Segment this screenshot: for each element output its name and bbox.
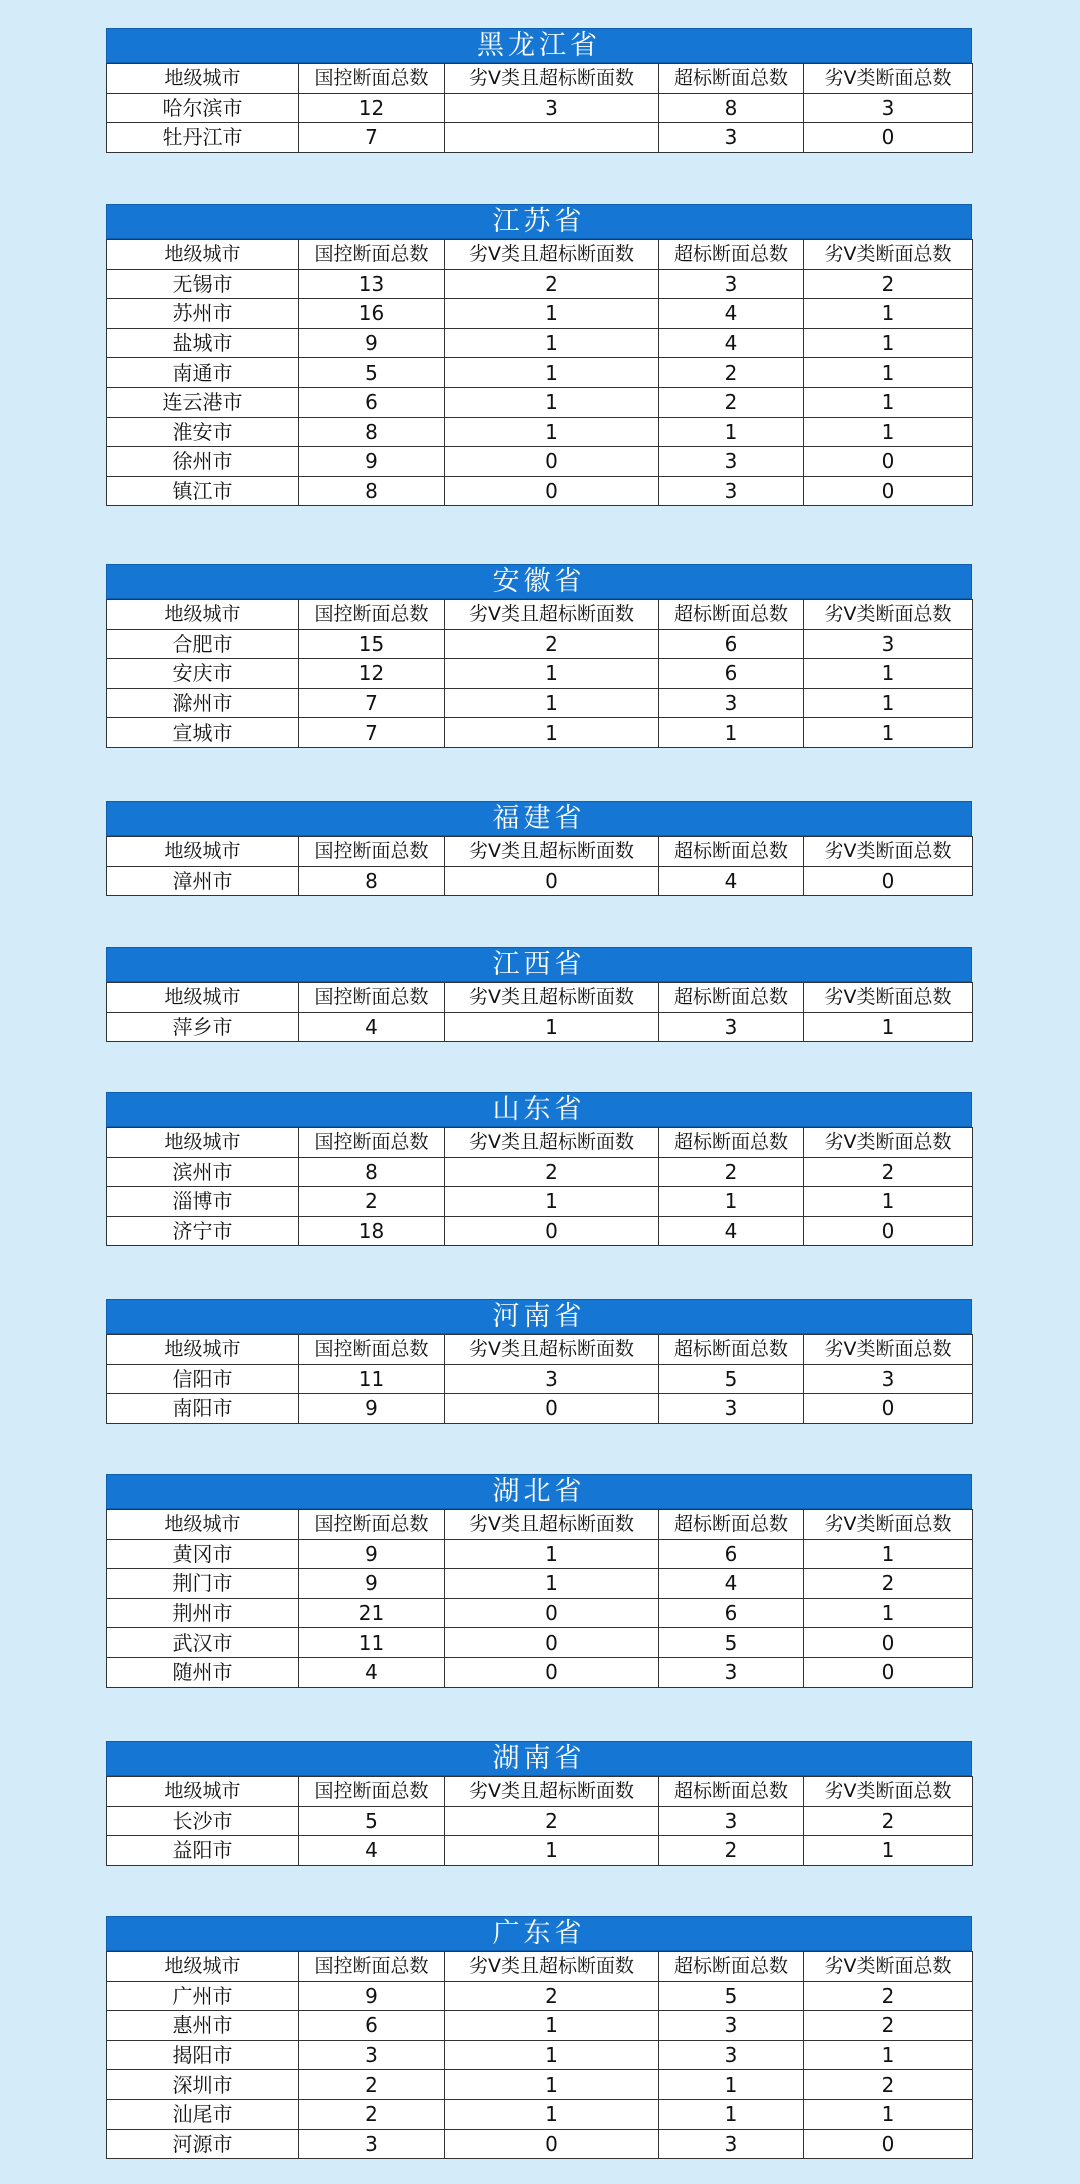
- column-header: 劣Ⅴ类且超标断面数: [445, 600, 659, 630]
- value-cell: 5: [299, 358, 445, 388]
- city-cell: 苏州市: [107, 299, 299, 329]
- value-cell: 4: [299, 1012, 445, 1042]
- value-cell: 3: [804, 93, 973, 123]
- province-table: [106, 1509, 973, 1688]
- city-cell: 武汉市: [107, 1628, 299, 1658]
- value-cell: 1: [804, 299, 973, 329]
- table-row: [107, 1012, 973, 1042]
- column-header: 劣Ⅴ类且超标断面数: [445, 1952, 659, 1982]
- value-cell: 3: [659, 2011, 804, 2041]
- value-cell: 1: [804, 1012, 973, 1042]
- table-row: [107, 1157, 973, 1187]
- value-cell: 4: [299, 1657, 445, 1687]
- value-cell: 1: [445, 417, 659, 447]
- value-cell: 5: [659, 1364, 804, 1394]
- value-cell: 9: [299, 1539, 445, 1569]
- value-cell: 8: [299, 476, 445, 506]
- city-cell: 盐城市: [107, 328, 299, 358]
- value-cell: 3: [659, 1657, 804, 1687]
- city-cell: 惠州市: [107, 2011, 299, 2041]
- city-cell: 徐州市: [107, 447, 299, 477]
- column-header: 地级城市: [107, 983, 299, 1013]
- value-cell: 8: [299, 866, 445, 896]
- table-row: [107, 718, 973, 748]
- province-table: [106, 1951, 973, 2159]
- column-header: 超标断面总数: [659, 64, 804, 94]
- value-cell: 4: [659, 328, 804, 358]
- city-cell: 信阳市: [107, 1364, 299, 1394]
- column-header: 劣Ⅴ类断面总数: [804, 983, 973, 1013]
- province-table-block: [106, 1741, 972, 1866]
- table-row: [107, 629, 973, 659]
- province-table: [106, 982, 973, 1042]
- value-cell: 1: [659, 2070, 804, 2100]
- column-header: 超标断面总数: [659, 1128, 804, 1158]
- city-cell: 宣城市: [107, 718, 299, 748]
- column-header: 国控断面总数: [299, 1128, 445, 1158]
- value-cell: 3: [659, 2129, 804, 2159]
- value-cell: 0: [804, 1657, 973, 1687]
- value-cell: 3: [299, 2129, 445, 2159]
- province-title: 湖南省: [106, 1741, 972, 1776]
- table-row: [107, 2129, 973, 2159]
- city-cell: 济宁市: [107, 1216, 299, 1246]
- table-row: [107, 1598, 973, 1628]
- value-cell: 1: [804, 718, 973, 748]
- value-cell: 8: [659, 93, 804, 123]
- province-table-block: [106, 1299, 972, 1424]
- table-row: [107, 2070, 973, 2100]
- value-cell: 0: [445, 2129, 659, 2159]
- header-row: [107, 600, 973, 630]
- table-row: [107, 358, 973, 388]
- column-header: 国控断面总数: [299, 1335, 445, 1365]
- column-header: 国控断面总数: [299, 600, 445, 630]
- city-cell: 连云港市: [107, 387, 299, 417]
- value-cell: 1: [804, 2099, 973, 2129]
- column-header: 国控断面总数: [299, 240, 445, 270]
- city-cell: 无锡市: [107, 269, 299, 299]
- table-row: [107, 688, 973, 718]
- value-cell: 5: [659, 1981, 804, 2011]
- province-table: [106, 239, 973, 506]
- column-header: 劣Ⅴ类且超标断面数: [445, 1777, 659, 1807]
- value-cell: 1: [804, 1187, 973, 1217]
- value-cell: 9: [299, 1981, 445, 2011]
- value-cell: 4: [299, 1836, 445, 1866]
- value-cell: 5: [299, 1806, 445, 1836]
- value-cell: 3: [659, 269, 804, 299]
- value-cell: 1: [804, 328, 973, 358]
- value-cell: 0: [445, 1657, 659, 1687]
- value-cell: 0: [804, 123, 973, 153]
- table-row: [107, 93, 973, 123]
- value-cell: 16: [299, 299, 445, 329]
- value-cell: 12: [299, 93, 445, 123]
- value-cell: 1: [445, 1569, 659, 1599]
- value-cell: 1: [445, 358, 659, 388]
- value-cell: 9: [299, 447, 445, 477]
- header-row: [107, 1335, 973, 1365]
- value-cell: 0: [804, 1394, 973, 1424]
- value-cell: 2: [804, 2011, 973, 2041]
- value-cell: 1: [445, 1012, 659, 1042]
- value-cell: 0: [445, 1394, 659, 1424]
- table-row: [107, 417, 973, 447]
- column-header: 地级城市: [107, 240, 299, 270]
- province-table: [106, 1776, 973, 1866]
- header-row: [107, 837, 973, 867]
- value-cell: 0: [804, 866, 973, 896]
- value-cell: 0: [445, 476, 659, 506]
- value-cell: 1: [445, 688, 659, 718]
- column-header: 劣Ⅴ类且超标断面数: [445, 240, 659, 270]
- city-cell: 漳州市: [107, 866, 299, 896]
- table-row: [107, 2099, 973, 2129]
- value-cell: 2: [659, 1157, 804, 1187]
- value-cell: 11: [299, 1628, 445, 1658]
- value-cell: 1: [659, 1187, 804, 1217]
- column-header: 劣Ⅴ类断面总数: [804, 1335, 973, 1365]
- province-table-block: [106, 1092, 972, 1246]
- value-cell: 3: [659, 1394, 804, 1424]
- column-header: 劣Ⅴ类断面总数: [804, 1128, 973, 1158]
- column-header: 地级城市: [107, 1128, 299, 1158]
- column-header: 国控断面总数: [299, 64, 445, 94]
- value-cell: 6: [659, 1598, 804, 1628]
- value-cell: 6: [299, 2011, 445, 2041]
- city-cell: 南阳市: [107, 1394, 299, 1424]
- city-cell: 淄博市: [107, 1187, 299, 1217]
- value-cell: 2: [804, 269, 973, 299]
- value-cell: 2: [299, 1187, 445, 1217]
- value-cell: 4: [659, 299, 804, 329]
- header-row: [107, 983, 973, 1013]
- value-cell: 3: [659, 688, 804, 718]
- city-cell: 南通市: [107, 358, 299, 388]
- column-header: 超标断面总数: [659, 1510, 804, 1540]
- value-cell: 2: [299, 2099, 445, 2129]
- value-cell: 1: [445, 2011, 659, 2041]
- value-cell: 3: [804, 629, 973, 659]
- value-cell: 1: [804, 1539, 973, 1569]
- table-row: [107, 1394, 973, 1424]
- province-table-block: [106, 28, 972, 153]
- value-cell: 0: [804, 2129, 973, 2159]
- city-cell: 汕尾市: [107, 2099, 299, 2129]
- column-header: 劣Ⅴ类且超标断面数: [445, 837, 659, 867]
- province-table: [106, 836, 973, 896]
- column-header: 劣Ⅴ类断面总数: [804, 1777, 973, 1807]
- city-cell: 镇江市: [107, 476, 299, 506]
- province-table: [106, 1127, 973, 1246]
- value-cell: 7: [299, 718, 445, 748]
- column-header: 劣Ⅴ类断面总数: [804, 64, 973, 94]
- city-cell: 合肥市: [107, 629, 299, 659]
- table-row: [107, 1364, 973, 1394]
- value-cell: 6: [659, 1539, 804, 1569]
- column-header: 劣Ⅴ类且超标断面数: [445, 1510, 659, 1540]
- column-header: 地级城市: [107, 64, 299, 94]
- table-row: [107, 447, 973, 477]
- value-cell: 11: [299, 1364, 445, 1394]
- value-cell: 1: [445, 387, 659, 417]
- city-cell: 安庆市: [107, 659, 299, 689]
- province-table-block: [106, 564, 972, 748]
- city-cell: 荆门市: [107, 1569, 299, 1599]
- value-cell: 6: [299, 387, 445, 417]
- city-cell: 随州市: [107, 1657, 299, 1687]
- value-cell: 15: [299, 629, 445, 659]
- value-cell: 1: [445, 2099, 659, 2129]
- header-row: [107, 1777, 973, 1807]
- province-title: 湖北省: [106, 1474, 972, 1509]
- province-table-block: [106, 1474, 972, 1688]
- value-cell: 2: [445, 1981, 659, 2011]
- value-cell: 2: [299, 2070, 445, 2100]
- value-cell: 3: [659, 2040, 804, 2070]
- column-header: 超标断面总数: [659, 983, 804, 1013]
- province-table-block: [106, 1916, 972, 2159]
- province-table: [106, 1334, 973, 1424]
- city-cell: 淮安市: [107, 417, 299, 447]
- column-header: 地级城市: [107, 1777, 299, 1807]
- value-cell: 1: [659, 2099, 804, 2129]
- value-cell: 2: [804, 2070, 973, 2100]
- column-header: 国控断面总数: [299, 1510, 445, 1540]
- column-header: 劣Ⅴ类断面总数: [804, 1952, 973, 1982]
- province-title: 江西省: [106, 947, 972, 982]
- header-row: [107, 1128, 973, 1158]
- city-cell: 滁州市: [107, 688, 299, 718]
- column-header: 地级城市: [107, 1952, 299, 1982]
- value-cell: 3: [659, 1806, 804, 1836]
- province-title: 安徽省: [106, 564, 972, 599]
- column-header: 国控断面总数: [299, 1952, 445, 1982]
- value-cell: 0: [804, 447, 973, 477]
- value-cell: 2: [659, 358, 804, 388]
- column-header: 超标断面总数: [659, 837, 804, 867]
- city-cell: 广州市: [107, 1981, 299, 2011]
- table-row: [107, 269, 973, 299]
- table-row: [107, 1981, 973, 2011]
- value-cell: 4: [659, 866, 804, 896]
- value-cell: 1: [804, 417, 973, 447]
- value-cell: 1: [659, 417, 804, 447]
- value-cell: [445, 123, 659, 153]
- table-row: [107, 1187, 973, 1217]
- value-cell: 1: [804, 688, 973, 718]
- value-cell: 9: [299, 328, 445, 358]
- value-cell: 1: [804, 2040, 973, 2070]
- province-title: 黑龙江省: [106, 28, 972, 63]
- value-cell: 2: [659, 1836, 804, 1866]
- column-header: 地级城市: [107, 837, 299, 867]
- value-cell: 1: [804, 659, 973, 689]
- value-cell: 3: [659, 447, 804, 477]
- column-header: 超标断面总数: [659, 1777, 804, 1807]
- value-cell: 1: [445, 718, 659, 748]
- province-title: 广东省: [106, 1916, 972, 1951]
- value-cell: 2: [804, 1569, 973, 1599]
- value-cell: 0: [445, 1598, 659, 1628]
- city-cell: 滨州市: [107, 1157, 299, 1187]
- province-table: [106, 63, 973, 153]
- table-row: [107, 476, 973, 506]
- column-header: 劣Ⅴ类断面总数: [804, 600, 973, 630]
- city-cell: 揭阳市: [107, 2040, 299, 2070]
- column-header: 超标断面总数: [659, 1952, 804, 1982]
- value-cell: 2: [804, 1981, 973, 2011]
- value-cell: 3: [445, 1364, 659, 1394]
- column-header: 国控断面总数: [299, 837, 445, 867]
- value-cell: 1: [445, 1539, 659, 1569]
- value-cell: 2: [445, 629, 659, 659]
- value-cell: 0: [804, 476, 973, 506]
- province-title: 江苏省: [106, 204, 972, 239]
- value-cell: 7: [299, 688, 445, 718]
- value-cell: 1: [445, 659, 659, 689]
- column-header: 超标断面总数: [659, 600, 804, 630]
- province-title: 河南省: [106, 1299, 972, 1334]
- city-cell: 长沙市: [107, 1806, 299, 1836]
- value-cell: 2: [445, 269, 659, 299]
- value-cell: 1: [659, 718, 804, 748]
- table-row: [107, 387, 973, 417]
- value-cell: 0: [445, 1216, 659, 1246]
- value-cell: 2: [659, 387, 804, 417]
- column-header: 超标断面总数: [659, 240, 804, 270]
- value-cell: 9: [299, 1569, 445, 1599]
- column-header: 国控断面总数: [299, 1777, 445, 1807]
- value-cell: 1: [804, 1836, 973, 1866]
- value-cell: 1: [804, 358, 973, 388]
- value-cell: 1: [445, 2040, 659, 2070]
- column-header: 劣Ⅴ类断面总数: [804, 1510, 973, 1540]
- value-cell: 2: [804, 1157, 973, 1187]
- value-cell: 21: [299, 1598, 445, 1628]
- city-cell: 萍乡市: [107, 1012, 299, 1042]
- header-row: [107, 1510, 973, 1540]
- column-header: 劣Ⅴ类且超标断面数: [445, 1128, 659, 1158]
- city-cell: 益阳市: [107, 1836, 299, 1866]
- table-row: [107, 1216, 973, 1246]
- province-title: 福建省: [106, 801, 972, 836]
- value-cell: 3: [445, 93, 659, 123]
- province-table-block: [106, 801, 972, 896]
- value-cell: 8: [299, 1157, 445, 1187]
- column-header: 劣Ⅴ类断面总数: [804, 837, 973, 867]
- value-cell: 4: [659, 1569, 804, 1599]
- table-row: [107, 299, 973, 329]
- value-cell: 4: [659, 1216, 804, 1246]
- value-cell: 3: [659, 1012, 804, 1042]
- table-row: [107, 659, 973, 689]
- header-row: [107, 64, 973, 94]
- value-cell: 0: [804, 1628, 973, 1658]
- value-cell: 8: [299, 417, 445, 447]
- table-row: [107, 123, 973, 153]
- city-cell: 哈尔滨市: [107, 93, 299, 123]
- value-cell: 0: [804, 1216, 973, 1246]
- value-cell: 13: [299, 269, 445, 299]
- value-cell: 2: [445, 1806, 659, 1836]
- value-cell: 1: [445, 1187, 659, 1217]
- value-cell: 0: [445, 447, 659, 477]
- table-row: [107, 1806, 973, 1836]
- table-row: [107, 1836, 973, 1866]
- city-cell: 牡丹江市: [107, 123, 299, 153]
- table-row: [107, 1628, 973, 1658]
- value-cell: 1: [804, 387, 973, 417]
- province-table-block: [106, 204, 972, 506]
- value-cell: 12: [299, 659, 445, 689]
- value-cell: 5: [659, 1628, 804, 1658]
- city-cell: 深圳市: [107, 2070, 299, 2100]
- city-cell: 荆州市: [107, 1598, 299, 1628]
- value-cell: 3: [804, 1364, 973, 1394]
- column-header: 劣Ⅴ类且超标断面数: [445, 1335, 659, 1365]
- table-row: [107, 2040, 973, 2070]
- value-cell: 1: [445, 2070, 659, 2100]
- column-header: 地级城市: [107, 1335, 299, 1365]
- value-cell: 7: [299, 123, 445, 153]
- city-cell: 黄冈市: [107, 1539, 299, 1569]
- province-title: 山东省: [106, 1092, 972, 1127]
- value-cell: 1: [445, 299, 659, 329]
- value-cell: 3: [659, 123, 804, 153]
- value-cell: 3: [299, 2040, 445, 2070]
- value-cell: 2: [445, 1157, 659, 1187]
- province-table-block: [106, 947, 972, 1042]
- city-cell: 河源市: [107, 2129, 299, 2159]
- column-header: 国控断面总数: [299, 983, 445, 1013]
- province-table: [106, 599, 973, 748]
- table-row: [107, 1539, 973, 1569]
- column-header: 劣Ⅴ类且超标断面数: [445, 64, 659, 94]
- value-cell: 18: [299, 1216, 445, 1246]
- column-header: 超标断面总数: [659, 1335, 804, 1365]
- value-cell: 1: [804, 1598, 973, 1628]
- column-header: 地级城市: [107, 1510, 299, 1540]
- value-cell: 6: [659, 629, 804, 659]
- column-header: 劣Ⅴ类断面总数: [804, 240, 973, 270]
- value-cell: 2: [804, 1806, 973, 1836]
- table-row: [107, 328, 973, 358]
- table-row: [107, 866, 973, 896]
- value-cell: 3: [659, 476, 804, 506]
- value-cell: 0: [445, 866, 659, 896]
- table-row: [107, 1657, 973, 1687]
- header-row: [107, 240, 973, 270]
- value-cell: 1: [445, 1836, 659, 1866]
- value-cell: 6: [659, 659, 804, 689]
- column-header: 劣Ⅴ类且超标断面数: [445, 983, 659, 1013]
- table-row: [107, 1569, 973, 1599]
- table-row: [107, 2011, 973, 2041]
- header-row: [107, 1952, 973, 1982]
- value-cell: 0: [445, 1628, 659, 1658]
- value-cell: 9: [299, 1394, 445, 1424]
- column-header: 地级城市: [107, 600, 299, 630]
- value-cell: 1: [445, 328, 659, 358]
